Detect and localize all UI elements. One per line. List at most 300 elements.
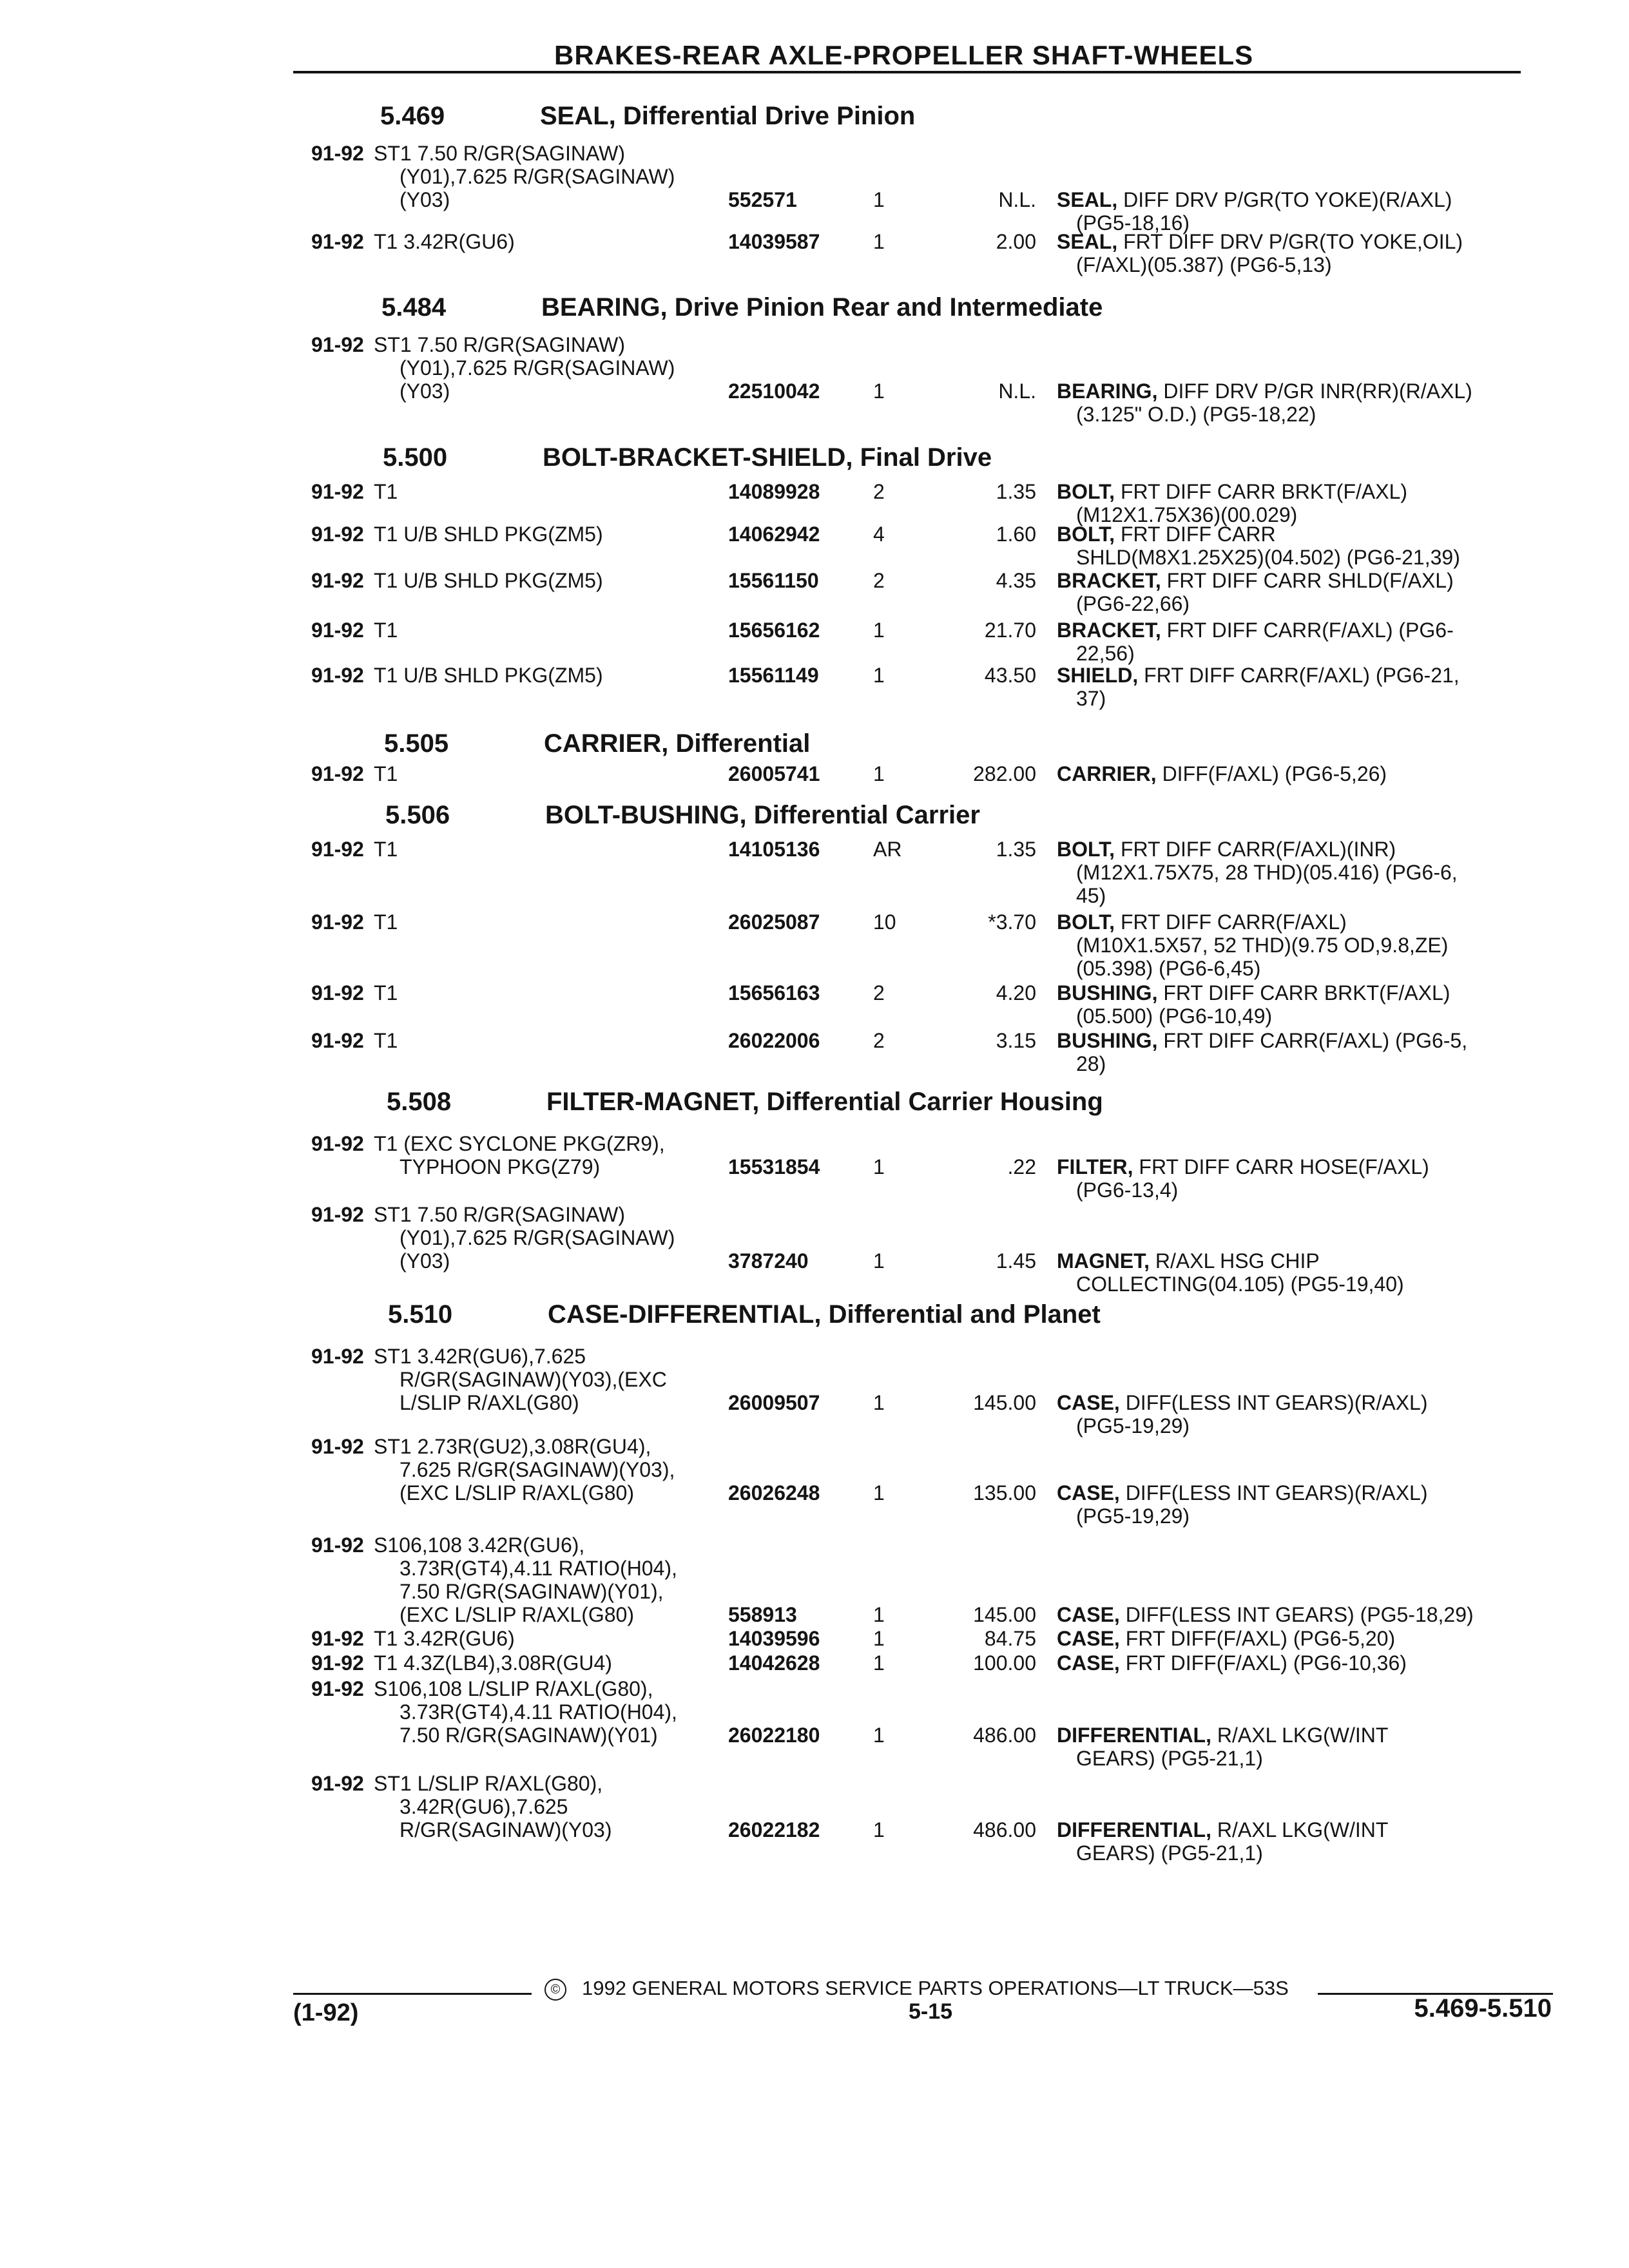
description-line	[1057, 934, 1448, 957]
section-title	[548, 1300, 1101, 1329]
description-text: R/AXL LKG(W/INT	[1217, 1724, 1389, 1747]
application-line: 7.50 R/GR(SAGINAW)(Y01)	[400, 1724, 658, 1747]
description-keyword: BOLT,	[1057, 523, 1115, 546]
part-number: 15531854	[728, 1155, 820, 1178]
section-title-keyword: FILTER-MAGNET,	[546, 1088, 760, 1116]
part-number: 14042628	[728, 1651, 820, 1675]
description-text: 45)	[1076, 884, 1106, 907]
section-title-text: Differential and Planet	[828, 1300, 1101, 1329]
application	[374, 619, 398, 642]
description-text: GEARS) (PG5-21,1)	[1076, 1841, 1263, 1865]
part-number: 14089928	[728, 480, 820, 503]
description-keyword: SEAL,	[1057, 188, 1118, 211]
description-line	[1057, 1029, 1467, 1052]
parts-entry	[0, 762, 1629, 785]
description-line	[1057, 1052, 1467, 1075]
model-year: 91-92	[311, 1533, 364, 1557]
description-keyword: BOLT,	[1057, 838, 1115, 861]
unit-price: 1.60	[996, 523, 1036, 546]
description-text: (PG5-18,16)	[1076, 211, 1190, 235]
description-line	[1057, 1818, 1388, 1841]
description-line	[1057, 403, 1472, 426]
description-line	[1057, 619, 1454, 642]
parts-entry	[0, 838, 1629, 907]
quantity: 1	[873, 619, 885, 642]
part-number: 14105136	[728, 838, 820, 861]
description-line	[1057, 253, 1463, 276]
part-number: 552571	[728, 188, 797, 211]
quantity: 1	[873, 1603, 885, 1626]
application-line: T1	[374, 480, 398, 503]
section-title	[544, 729, 810, 758]
part-description	[1057, 523, 1460, 569]
part-description	[1057, 1724, 1388, 1770]
description-text: R/AXL LKG(W/INT	[1217, 1818, 1389, 1841]
description-line	[1057, 230, 1463, 253]
description-text: (3.125" O.D.) (PG5-18,22)	[1076, 403, 1316, 426]
parts-entry	[0, 981, 1629, 1028]
parts-entry	[0, 619, 1629, 665]
copyright-symbol: ©	[545, 1979, 566, 2001]
quantity: 2	[873, 1029, 885, 1052]
application-line: (Y01),7.625 R/GR(SAGINAW)	[400, 1226, 675, 1249]
application-line: (EXC L/SLIP R/AXL(G80)	[400, 1603, 634, 1626]
description-line	[1057, 664, 1460, 687]
footer-date: (1-92)	[293, 1999, 359, 2026]
description-keyword: SHIELD,	[1057, 664, 1139, 687]
unit-price: .22	[1007, 1155, 1036, 1178]
section-title	[540, 102, 915, 131]
unit-price: 43.50	[984, 664, 1036, 687]
part-number: 14039596	[728, 1627, 820, 1650]
description-text: (PG5-19,29)	[1076, 1414, 1190, 1437]
application-line: 3.42R(GU6),7.625	[400, 1795, 568, 1818]
application-line: T1 3.42R(GU6)	[374, 1627, 515, 1650]
unit-price: 1.35	[996, 480, 1036, 503]
quantity: AR	[873, 838, 902, 861]
part-description	[1057, 981, 1450, 1028]
application-line: 7.50 R/GR(SAGINAW)(Y01),	[400, 1580, 664, 1603]
footer-rule-left	[293, 1993, 532, 1995]
section-title-keyword: BEARING,	[541, 293, 668, 322]
model-year: 91-92	[311, 523, 364, 546]
section-title-keyword: CARRIER,	[544, 729, 669, 758]
application-line: T1 U/B SHLD PKG(ZM5)	[374, 569, 603, 592]
part-description	[1057, 230, 1463, 276]
application-line: ST1 7.50 R/GR(SAGINAW)	[374, 142, 625, 165]
description-text: DIFF DRV P/GR(TO YOKE)(R/AXL)	[1123, 188, 1452, 211]
description-line	[1057, 861, 1458, 884]
description-line	[1057, 762, 1387, 785]
description-text: (05.500) (PG6-10,49)	[1076, 1004, 1273, 1028]
part-number: 558913	[728, 1603, 797, 1626]
application-line: T1	[374, 1029, 398, 1052]
application-line: ST1 L/SLIP R/AXL(G80),	[374, 1772, 603, 1795]
description-line	[1057, 380, 1472, 403]
description-text: FRT DIFF(F/AXL) (PG6-10,36)	[1125, 1651, 1407, 1675]
quantity: 4	[873, 523, 885, 546]
description-line	[1057, 1155, 1429, 1178]
description-text: (PG6-22,66)	[1076, 592, 1190, 615]
part-description	[1057, 1029, 1467, 1075]
application	[374, 569, 603, 592]
application-line: L/SLIP R/AXL(G80)	[400, 1391, 579, 1414]
unit-price: N.L.	[998, 188, 1036, 211]
application-line: ST1 2.73R(GU2),3.08R(GU4),	[374, 1435, 651, 1458]
model-year: 91-92	[311, 910, 364, 934]
part-number: 26022182	[728, 1818, 820, 1841]
description-line	[1057, 1747, 1388, 1770]
unit-price: 1.35	[996, 838, 1036, 861]
model-year: 91-92	[311, 1435, 364, 1458]
description-line	[1057, 981, 1450, 1004]
description-keyword: CASE,	[1057, 1627, 1120, 1650]
section-number: 5.505	[384, 729, 449, 758]
application-line: TYPHOON PKG(Z79)	[400, 1155, 601, 1178]
description-line	[1057, 1724, 1388, 1747]
description-keyword: BEARING,	[1057, 380, 1158, 403]
unit-price: 21.70	[984, 619, 1036, 642]
quantity: 1	[873, 1724, 885, 1747]
application	[374, 480, 398, 503]
description-line	[1057, 1273, 1404, 1296]
unit-price: 1.45	[996, 1249, 1036, 1273]
description-text: 28)	[1076, 1052, 1106, 1075]
quantity: 1	[873, 1481, 885, 1504]
application-line: T1	[374, 619, 398, 642]
parts-entry	[0, 1435, 1629, 1528]
application-line: (Y03)	[400, 188, 450, 211]
parts-entry	[0, 1772, 1629, 1865]
part-number: 26022180	[728, 1724, 820, 1747]
description-keyword: CASE,	[1057, 1651, 1120, 1675]
parts-entry	[0, 333, 1629, 426]
part-number: 15561150	[728, 569, 819, 592]
unit-price: *3.70	[988, 910, 1036, 934]
model-year: 91-92	[311, 664, 364, 687]
quantity: 1	[873, 380, 885, 403]
parts-entry	[0, 1627, 1629, 1650]
application-line: 7.625 R/GR(SAGINAW)(Y03),	[400, 1458, 675, 1481]
application	[374, 523, 603, 546]
parts-entry	[0, 523, 1629, 569]
unit-price: 145.00	[973, 1391, 1036, 1414]
part-description	[1057, 1651, 1407, 1675]
application-line: T1 U/B SHLD PKG(ZM5)	[374, 523, 603, 546]
part-number: 26026248	[728, 1481, 820, 1504]
application	[374, 1651, 612, 1675]
description-line	[1057, 1627, 1395, 1650]
application-line: (Y03)	[400, 1249, 450, 1273]
part-description	[1057, 1818, 1388, 1865]
part-description	[1057, 1155, 1429, 1202]
part-number: 3787240	[728, 1249, 809, 1273]
parts-entry	[0, 1132, 1629, 1202]
part-description	[1057, 480, 1407, 526]
application	[374, 762, 398, 785]
part-number: 15656163	[728, 981, 820, 1004]
application-line: (Y01),7.625 R/GR(SAGINAW)	[400, 165, 675, 188]
description-line	[1057, 592, 1454, 615]
application-line: T1	[374, 838, 398, 861]
unit-price: 486.00	[973, 1818, 1036, 1841]
description-text: FRT DIFF CARR(F/AXL) (PG6-5,	[1163, 1029, 1468, 1052]
model-year: 91-92	[311, 1203, 364, 1226]
application-line: ST1 7.50 R/GR(SAGINAW)	[374, 1203, 625, 1226]
part-description	[1057, 664, 1460, 710]
section-title-keyword: BOLT-BUSHING,	[545, 801, 747, 829]
quantity: 1	[873, 188, 885, 211]
description-keyword: BRACKET,	[1057, 569, 1161, 592]
part-number: 26005741	[728, 762, 820, 785]
footer-page-number: 5-15	[909, 1999, 953, 2024]
parts-entry	[0, 1203, 1629, 1296]
description-text: 22,56)	[1076, 642, 1135, 665]
part-number: 14039587	[728, 230, 820, 253]
unit-price: 4.35	[996, 569, 1036, 592]
description-keyword: BOLT,	[1057, 480, 1115, 503]
description-keyword: DIFFERENTIAL,	[1057, 1818, 1211, 1841]
part-description	[1057, 1603, 1474, 1626]
section-title-text: Differential	[675, 729, 811, 758]
description-line	[1057, 546, 1460, 569]
description-text: FRT DIFF CARR(F/AXL) (PG6-21,	[1144, 664, 1460, 687]
description-line	[1057, 569, 1454, 592]
application-line: (Y01),7.625 R/GR(SAGINAW)	[400, 356, 675, 380]
description-text: SHLD(M8X1.25X25)(04.502) (PG6-21,39)	[1076, 546, 1460, 569]
description-line	[1057, 1249, 1404, 1273]
part-description	[1057, 188, 1452, 235]
application	[374, 1435, 675, 1504]
section-title	[541, 293, 1103, 322]
application-line: T1	[374, 981, 398, 1004]
model-year: 91-92	[311, 569, 364, 592]
parts-entry	[0, 480, 1629, 526]
description-line	[1057, 523, 1460, 546]
application-line: R/GR(SAGINAW)(Y03),(EXC	[400, 1368, 667, 1391]
application-line: 3.73R(GT4),4.11 RATIO(H04),	[400, 1700, 677, 1724]
description-line	[1057, 480, 1407, 503]
unit-price: 2.00	[996, 230, 1036, 253]
model-year: 91-92	[311, 230, 364, 253]
application-line: S106,108 3.42R(GU6),	[374, 1533, 585, 1557]
section-title-text: Differential Carrier	[753, 801, 980, 829]
application	[374, 1132, 665, 1178]
section-title-keyword: BOLT-BRACKET-SHIELD,	[543, 443, 853, 472]
model-year: 91-92	[311, 1627, 364, 1650]
parts-entry	[0, 142, 1629, 235]
model-year: 91-92	[311, 1029, 364, 1052]
model-year: 91-92	[311, 1132, 364, 1155]
application	[374, 333, 675, 403]
section-title-text: Differential Carrier Housing	[766, 1088, 1103, 1116]
part-number: 15656162	[728, 619, 820, 642]
unit-price: 486.00	[973, 1724, 1036, 1747]
section-title-text: Differential Drive Pinion	[622, 102, 916, 130]
parts-entry	[0, 1345, 1629, 1437]
model-year: 91-92	[311, 981, 364, 1004]
model-year: 91-92	[311, 838, 364, 861]
footer-section-range: 5.469-5.510	[1414, 1994, 1552, 2023]
quantity: 1	[873, 230, 885, 253]
parts-entry	[0, 1533, 1629, 1626]
description-line	[1057, 884, 1458, 907]
application-line: T1	[374, 762, 398, 785]
description-keyword: CASE,	[1057, 1603, 1120, 1626]
description-text: DIFF(LESS INT GEARS)(R/AXL)	[1125, 1391, 1428, 1414]
section-number: 5.506	[385, 801, 450, 829]
application-line: T1 U/B SHLD PKG(ZM5)	[374, 664, 603, 687]
description-keyword: BOLT,	[1057, 910, 1115, 934]
application-line: (EXC L/SLIP R/AXL(G80)	[400, 1481, 634, 1504]
description-keyword: BUSHING,	[1057, 1029, 1158, 1052]
model-year: 91-92	[311, 619, 364, 642]
part-description	[1057, 1249, 1404, 1296]
unit-price: 135.00	[973, 1481, 1036, 1504]
quantity: 10	[873, 910, 896, 934]
parts-entry	[0, 1029, 1629, 1075]
application-line: T1	[374, 910, 398, 934]
quantity: 2	[873, 981, 885, 1004]
part-description	[1057, 619, 1454, 665]
quantity: 1	[873, 664, 885, 687]
unit-price: 84.75	[984, 1627, 1036, 1650]
model-year: 91-92	[311, 1651, 364, 1675]
unit-price: 145.00	[973, 1603, 1036, 1626]
description-line	[1057, 1004, 1450, 1028]
description-text: DIFF(LESS INT GEARS) (PG5-18,29)	[1125, 1603, 1474, 1626]
description-line	[1057, 910, 1448, 934]
description-text: FRT DIFF CARR HOSE(F/AXL)	[1139, 1155, 1429, 1178]
model-year: 91-92	[311, 1677, 364, 1700]
description-text: DIFF(LESS INT GEARS)(R/AXL)	[1125, 1481, 1428, 1504]
model-year: 91-92	[311, 1345, 364, 1368]
description-line	[1057, 1504, 1428, 1528]
part-description	[1057, 762, 1387, 785]
application	[374, 1029, 398, 1052]
application	[374, 230, 515, 253]
description-text: DIFF DRV P/GR INR(RR)(R/AXL)	[1163, 380, 1472, 403]
unit-price: 100.00	[973, 1651, 1036, 1675]
quantity: 2	[873, 480, 885, 503]
part-number: 26025087	[728, 910, 820, 934]
section-number: 5.510	[388, 1300, 453, 1329]
application	[374, 142, 675, 211]
application	[374, 838, 398, 861]
description-text: FRT DIFF CARR(F/AXL)	[1120, 910, 1347, 934]
unit-price: 4.20	[996, 981, 1036, 1004]
application	[374, 1203, 675, 1273]
section-title-keyword: CASE-DIFFERENTIAL,	[548, 1300, 822, 1329]
description-text: FRT DIFF DRV P/GR(TO YOKE,OIL)	[1123, 230, 1463, 253]
section-number: 5.500	[383, 443, 448, 472]
application-line: S106,108 L/SLIP R/AXL(G80),	[374, 1677, 653, 1700]
application-line: R/GR(SAGINAW)(Y03)	[400, 1818, 612, 1841]
part-number: 26009507	[728, 1391, 820, 1414]
section-number: 5.484	[381, 293, 447, 322]
description-keyword: MAGNET,	[1057, 1249, 1150, 1273]
description-text: (F/AXL)(05.387) (PG6-5,13)	[1076, 253, 1332, 276]
description-line	[1057, 1651, 1407, 1675]
description-text: FRT DIFF CARR(F/AXL)(INR)	[1120, 838, 1396, 861]
application	[374, 1772, 612, 1841]
section-title-text: Drive Pinion Rear and Intermediate	[674, 293, 1103, 322]
copyright-text: 1992 GENERAL MOTORS SERVICE PARTS OPERATIONS—LT TRUCK—53S	[582, 1977, 1289, 1999]
parts-entry	[0, 1651, 1629, 1675]
description-keyword: CASE,	[1057, 1481, 1120, 1504]
model-year: 91-92	[311, 480, 364, 503]
parts-entry	[0, 664, 1629, 710]
description-text: FRT DIFF CARR SHLD(F/AXL)	[1166, 569, 1454, 592]
quantity: 2	[873, 569, 885, 592]
application-line: (Y03)	[400, 380, 450, 403]
application-line: T1 (EXC SYCLONE PKG(ZR9),	[374, 1132, 665, 1155]
model-year: 91-92	[311, 762, 364, 785]
description-text: 37)	[1076, 687, 1106, 710]
description-text: FRT DIFF(F/AXL) (PG6-5,20)	[1125, 1627, 1396, 1650]
unit-price: 282.00	[973, 762, 1036, 785]
copyright-line	[545, 1977, 1289, 2001]
quantity: 1	[873, 1651, 885, 1675]
description-text: GEARS) (PG5-21,1)	[1076, 1747, 1263, 1770]
section-title	[545, 801, 980, 830]
application	[374, 664, 603, 687]
description-text: R/AXL HSG CHIP	[1155, 1249, 1320, 1273]
quantity: 1	[873, 1391, 885, 1414]
application-line: T1 4.3Z(LB4),3.08R(GU4)	[374, 1651, 612, 1675]
description-line	[1057, 957, 1448, 980]
part-description	[1057, 1481, 1428, 1528]
application	[374, 981, 398, 1004]
model-year: 91-92	[311, 1772, 364, 1795]
description-keyword: DIFFERENTIAL,	[1057, 1724, 1211, 1747]
description-text: (PG6-13,4)	[1076, 1178, 1179, 1202]
description-text: (PG5-19,29)	[1076, 1504, 1190, 1528]
description-line	[1057, 1841, 1388, 1865]
description-keyword: FILTER,	[1057, 1155, 1133, 1178]
part-description	[1057, 569, 1454, 615]
page-header: BRAKES-REAR AXLE-PROPELLER SHAFT-WHEELS	[554, 40, 1254, 70]
description-keyword: CASE,	[1057, 1391, 1120, 1414]
application-line: ST1 3.42R(GU6),7.625	[374, 1345, 586, 1368]
quantity: 1	[873, 1249, 885, 1273]
part-description	[1057, 1627, 1395, 1650]
parts-entry	[0, 230, 1629, 276]
quantity: 1	[873, 1155, 885, 1178]
parts-entry	[0, 569, 1629, 615]
model-year: 91-92	[311, 333, 364, 356]
quantity: 1	[873, 762, 885, 785]
part-number: 22510042	[728, 380, 820, 403]
description-keyword: BRACKET,	[1057, 619, 1161, 642]
part-description	[1057, 1391, 1428, 1437]
part-number: 26022006	[728, 1029, 820, 1052]
part-number: 14062942	[728, 523, 820, 546]
quantity: 1	[873, 1818, 885, 1841]
section-title	[546, 1088, 1103, 1117]
description-text: (M12X1.75X75, 28 THD)(05.416) (PG6-6,	[1076, 861, 1458, 884]
section-title-keyword: SEAL,	[540, 102, 616, 130]
unit-price: 3.15	[996, 1029, 1036, 1052]
parts-entry	[0, 910, 1629, 980]
description-text: (M12X1.75X36)(00.029)	[1076, 503, 1298, 526]
application	[374, 1677, 677, 1747]
description-line	[1057, 838, 1458, 861]
description-line	[1057, 642, 1454, 665]
description-line	[1057, 1481, 1428, 1504]
description-line	[1057, 687, 1460, 710]
application	[374, 910, 398, 934]
